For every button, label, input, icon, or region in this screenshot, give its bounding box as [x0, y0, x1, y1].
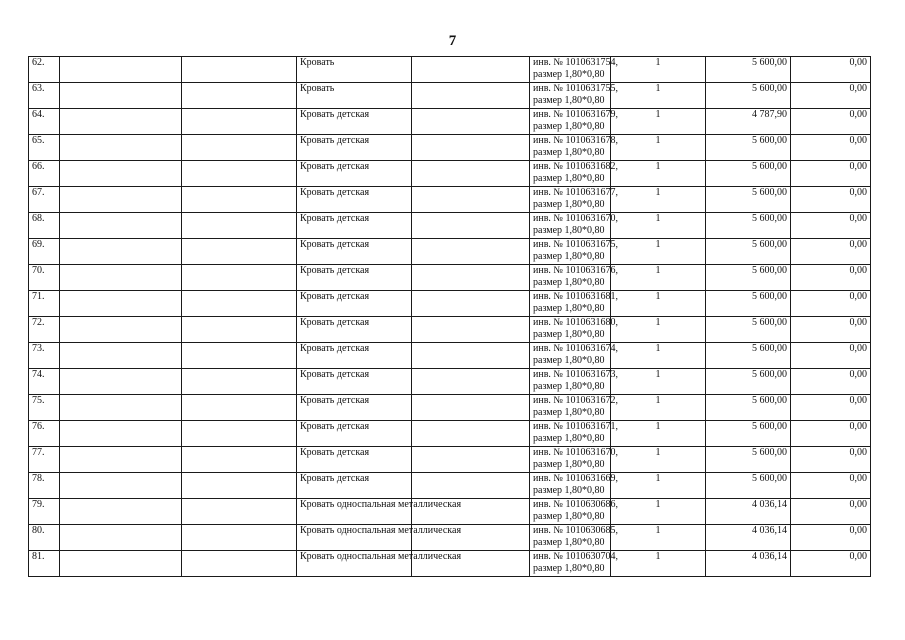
price-cell: 5 600,00: [706, 343, 791, 369]
row-number-cell: 63.: [29, 83, 60, 109]
page-number: 7: [448, 33, 457, 49]
empty-cell-1: [60, 161, 182, 187]
item-description-cell: [530, 265, 618, 291]
item-size: размер 1,80*0,80: [533, 432, 605, 444]
residual-value-cell: 0,00: [791, 187, 871, 213]
table-body: [29, 57, 871, 577]
price-cell: 5 600,00: [706, 265, 791, 291]
table-row: [29, 57, 871, 83]
item-description-cell: [530, 447, 618, 473]
empty-cell-1: [60, 421, 182, 447]
price-cell: 4 036,14: [706, 551, 791, 577]
row-number-cell: 79.: [29, 499, 60, 525]
residual-value-cell: 0,00: [791, 421, 871, 447]
empty-cell-1: [60, 473, 182, 499]
inventory-number: инв. № 1010631754,: [533, 57, 618, 68]
row-number-cell: 69.: [29, 239, 60, 265]
empty-cell-3: [412, 135, 530, 161]
residual-value-cell: 0,00: [791, 265, 871, 291]
table-row: [29, 239, 871, 265]
table-row: [29, 551, 871, 577]
price-cell: 5 600,00: [706, 57, 791, 83]
empty-cell-3: [412, 265, 530, 291]
item-description-cell: [530, 499, 618, 525]
item-size: размер 1,80*0,80: [533, 458, 605, 470]
table-row: [29, 369, 871, 395]
quantity-cell: 1: [611, 421, 706, 447]
item-name-cell: Кровать детская: [297, 291, 412, 317]
row-number-cell: 75.: [29, 395, 60, 421]
table-row: [29, 343, 871, 369]
empty-cell-2: [182, 161, 297, 187]
quantity-cell: 1: [611, 551, 706, 577]
inventory-number: инв. № 1010631669,: [533, 473, 618, 484]
item-name-cell: Кровать односпальная металлическая: [297, 499, 412, 525]
table-row: [29, 291, 871, 317]
residual-value-cell: 0,00: [791, 317, 871, 343]
empty-cell-3: [412, 369, 530, 395]
residual-value-cell: 0,00: [791, 525, 871, 551]
item-size: размер 1,80*0,80: [533, 224, 605, 236]
item-name-cell: Кровать детская: [297, 395, 412, 421]
inventory-number: инв. № 1010631674,: [533, 343, 618, 354]
empty-cell-3: [412, 109, 530, 135]
empty-cell-3: [412, 57, 530, 83]
inventory-number: инв. № 1010631680,: [533, 317, 618, 328]
empty-cell-3: [412, 83, 530, 109]
table-row: [29, 213, 871, 239]
price-cell: 5 600,00: [706, 187, 791, 213]
row-number-cell: 71.: [29, 291, 60, 317]
item-name-cell: Кровать детская: [297, 343, 412, 369]
empty-cell-3: [412, 473, 530, 499]
empty-cell-2: [182, 395, 297, 421]
price-cell: 5 600,00: [706, 395, 791, 421]
row-number-cell: 67.: [29, 187, 60, 213]
inventory-number: инв. № 1010631679,: [533, 109, 618, 120]
empty-cell-2: [182, 239, 297, 265]
item-name-cell: Кровать детская: [297, 421, 412, 447]
item-size: размер 1,80*0,80: [533, 120, 605, 132]
inventory-number: инв. № 1010631673,: [533, 369, 618, 380]
table-row: [29, 525, 871, 551]
row-number-cell: 73.: [29, 343, 60, 369]
row-number-cell: 76.: [29, 421, 60, 447]
item-size: размер 1,80*0,80: [533, 536, 605, 548]
empty-cell-2: [182, 317, 297, 343]
quantity-cell: 1: [611, 83, 706, 109]
empty-cell-2: [182, 447, 297, 473]
price-cell: 5 600,00: [706, 291, 791, 317]
quantity-cell: 1: [611, 57, 706, 83]
quantity-cell: 1: [611, 343, 706, 369]
residual-value-cell: 0,00: [791, 473, 871, 499]
residual-value-cell: 0,00: [791, 109, 871, 135]
residual-value-cell: 0,00: [791, 83, 871, 109]
price-cell: 5 600,00: [706, 213, 791, 239]
item-size: размер 1,80*0,80: [533, 198, 605, 210]
table-row: [29, 473, 871, 499]
empty-cell-3: [412, 317, 530, 343]
empty-cell-2: [182, 213, 297, 239]
item-size: размер 1,80*0,80: [533, 276, 605, 288]
residual-value-cell: 0,00: [791, 239, 871, 265]
residual-value-cell: 0,00: [791, 135, 871, 161]
price-cell: 5 600,00: [706, 135, 791, 161]
item-name-cell: Кровать детская: [297, 161, 412, 187]
item-name-cell: Кровать односпальная металлическая: [297, 525, 412, 551]
inventory-number: инв. № 1010631681,: [533, 291, 618, 302]
inventory-number: инв. № 1010631678,: [533, 135, 618, 146]
price-cell: 5 600,00: [706, 473, 791, 499]
residual-value-cell: 0,00: [791, 343, 871, 369]
empty-cell-1: [60, 57, 182, 83]
item-description-cell: [530, 109, 618, 135]
item-name-cell: Кровать: [297, 57, 412, 83]
price-cell: 5 600,00: [706, 161, 791, 187]
item-description-cell: [530, 135, 618, 161]
empty-cell-3: [412, 239, 530, 265]
item-description-cell: [530, 161, 618, 187]
table-row: [29, 499, 871, 525]
quantity-cell: 1: [611, 369, 706, 395]
table-row: [29, 447, 871, 473]
residual-value-cell: 0,00: [791, 57, 871, 83]
quantity-cell: 1: [611, 447, 706, 473]
inventory-number: инв. № 1010631670,: [533, 447, 618, 458]
empty-cell-1: [60, 395, 182, 421]
table-row: [29, 265, 871, 291]
empty-cell-3: [412, 343, 530, 369]
quantity-cell: 1: [611, 213, 706, 239]
price-cell: 4 787,90: [706, 109, 791, 135]
inventory-number: инв. № 1010631671,: [533, 421, 618, 432]
empty-cell-1: [60, 265, 182, 291]
item-name-cell: Кровать детская: [297, 473, 412, 499]
empty-cell-2: [182, 343, 297, 369]
table-row: [29, 317, 871, 343]
row-number-cell: 64.: [29, 109, 60, 135]
empty-cell-1: [60, 213, 182, 239]
price-cell: 5 600,00: [706, 239, 791, 265]
price-cell: 5 600,00: [706, 83, 791, 109]
row-number-cell: 81.: [29, 551, 60, 577]
table-row: [29, 83, 871, 109]
item-description-cell: [530, 369, 618, 395]
empty-cell-2: [182, 551, 297, 577]
empty-cell-2: [182, 83, 297, 109]
item-size: размер 1,80*0,80: [533, 380, 605, 392]
quantity-cell: 1: [611, 473, 706, 499]
price-cell: 5 600,00: [706, 317, 791, 343]
empty-cell-1: [60, 369, 182, 395]
empty-cell-2: [182, 57, 297, 83]
empty-cell-3: [412, 161, 530, 187]
empty-cell-2: [182, 187, 297, 213]
table-row: [29, 135, 871, 161]
empty-cell-2: [182, 135, 297, 161]
table-row: [29, 161, 871, 187]
quantity-cell: 1: [611, 187, 706, 213]
quantity-cell: 1: [611, 135, 706, 161]
empty-cell-1: [60, 317, 182, 343]
row-number-cell: 80.: [29, 525, 60, 551]
item-description-cell: [530, 525, 618, 551]
inventory-number: инв. № 1010630685,: [533, 525, 618, 536]
row-number-cell: 65.: [29, 135, 60, 161]
item-size: размер 1,80*0,80: [533, 172, 605, 184]
item-name-cell: Кровать детская: [297, 109, 412, 135]
inventory-number: инв. № 1010630686,: [533, 499, 618, 510]
empty-cell-3: [412, 421, 530, 447]
quantity-cell: 1: [611, 109, 706, 135]
quantity-cell: 1: [611, 161, 706, 187]
item-description-cell: [530, 473, 618, 499]
price-cell: 5 600,00: [706, 447, 791, 473]
item-name-cell: Кровать детская: [297, 317, 412, 343]
item-size: размер 1,80*0,80: [533, 68, 605, 80]
empty-cell-1: [60, 83, 182, 109]
inventory-number: инв. № 1010630704,: [533, 551, 618, 562]
item-description-cell: [530, 421, 618, 447]
empty-cell-1: [60, 135, 182, 161]
item-description-cell: [530, 57, 618, 83]
residual-value-cell: 0,00: [791, 161, 871, 187]
row-number-cell: 77.: [29, 447, 60, 473]
residual-value-cell: 0,00: [791, 499, 871, 525]
empty-cell-2: [182, 265, 297, 291]
row-number-cell: 66.: [29, 161, 60, 187]
inventory-number: инв. № 1010631672,: [533, 395, 618, 406]
item-description-cell: [530, 317, 618, 343]
quantity-cell: 1: [611, 499, 706, 525]
empty-cell-2: [182, 473, 297, 499]
empty-cell-3: [412, 187, 530, 213]
empty-cell-1: [60, 525, 182, 551]
item-size: размер 1,80*0,80: [533, 562, 605, 574]
item-size: размер 1,80*0,80: [533, 354, 605, 366]
item-name-cell: Кровать: [297, 83, 412, 109]
item-size: размер 1,80*0,80: [533, 250, 605, 262]
item-size: размер 1,80*0,80: [533, 484, 605, 496]
inventory-number: инв. № 1010631682,: [533, 161, 618, 172]
empty-cell-3: [412, 291, 530, 317]
empty-cell-2: [182, 525, 297, 551]
quantity-cell: 1: [611, 395, 706, 421]
empty-cell-1: [60, 551, 182, 577]
row-number-cell: 74.: [29, 369, 60, 395]
item-size: размер 1,80*0,80: [533, 94, 605, 106]
item-name-cell: Кровать детская: [297, 265, 412, 291]
residual-value-cell: 0,00: [791, 395, 871, 421]
quantity-cell: 1: [611, 291, 706, 317]
inventory-number: инв. № 1010631755,: [533, 83, 618, 94]
item-description-cell: [530, 213, 618, 239]
empty-cell-1: [60, 447, 182, 473]
table-row: [29, 109, 871, 135]
row-number-cell: 68.: [29, 213, 60, 239]
quantity-cell: 1: [611, 317, 706, 343]
item-size: размер 1,80*0,80: [533, 406, 605, 418]
residual-value-cell: 0,00: [791, 291, 871, 317]
row-number-cell: 72.: [29, 317, 60, 343]
empty-cell-2: [182, 369, 297, 395]
row-number-cell: 78.: [29, 473, 60, 499]
price-cell: 5 600,00: [706, 421, 791, 447]
item-name-cell: Кровать детская: [297, 135, 412, 161]
empty-cell-2: [182, 109, 297, 135]
table-row: [29, 395, 871, 421]
item-name-cell: Кровать детская: [297, 239, 412, 265]
item-description-cell: [530, 551, 618, 577]
inventory-table: [28, 56, 871, 577]
item-name-cell: Кровать детская: [297, 187, 412, 213]
inventory-number: инв. № 1010631677,: [533, 187, 618, 198]
item-description-cell: [530, 395, 618, 421]
residual-value-cell: 0,00: [791, 447, 871, 473]
empty-cell-2: [182, 499, 297, 525]
empty-cell-1: [60, 343, 182, 369]
empty-cell-3: [412, 447, 530, 473]
item-description-cell: [530, 187, 618, 213]
table-row: [29, 421, 871, 447]
item-name-cell: Кровать односпальная металлическая: [297, 551, 412, 577]
item-size: размер 1,80*0,80: [533, 302, 605, 314]
empty-cell-3: [412, 395, 530, 421]
item-name-cell: Кровать детская: [297, 447, 412, 473]
residual-value-cell: 0,00: [791, 551, 871, 577]
empty-cell-2: [182, 291, 297, 317]
residual-value-cell: 0,00: [791, 213, 871, 239]
empty-cell-1: [60, 499, 182, 525]
item-name-cell: Кровать детская: [297, 369, 412, 395]
item-description-cell: [530, 83, 618, 109]
quantity-cell: 1: [611, 239, 706, 265]
price-cell: 4 036,14: [706, 499, 791, 525]
item-size: размер 1,80*0,80: [533, 510, 605, 522]
empty-cell-1: [60, 109, 182, 135]
table-row: [29, 187, 871, 213]
price-cell: 4 036,14: [706, 525, 791, 551]
price-cell: 5 600,00: [706, 369, 791, 395]
residual-value-cell: 0,00: [791, 369, 871, 395]
inventory-number: инв. № 1010631670,: [533, 213, 618, 224]
item-name-cell: Кровать детская: [297, 213, 412, 239]
row-number-cell: 62.: [29, 57, 60, 83]
empty-cell-3: [412, 213, 530, 239]
empty-cell-1: [60, 291, 182, 317]
quantity-cell: 1: [611, 265, 706, 291]
quantity-cell: 1: [611, 525, 706, 551]
item-description-cell: [530, 291, 618, 317]
empty-cell-1: [60, 239, 182, 265]
row-number-cell: 70.: [29, 265, 60, 291]
empty-cell-2: [182, 421, 297, 447]
item-description-cell: [530, 239, 618, 265]
empty-cell-1: [60, 187, 182, 213]
inventory-number: инв. № 1010631676,: [533, 265, 618, 276]
inventory-number: инв. № 1010631675,: [533, 239, 618, 250]
item-description-cell: [530, 343, 618, 369]
item-size: размер 1,80*0,80: [533, 328, 605, 340]
item-size: размер 1,80*0,80: [533, 146, 605, 158]
